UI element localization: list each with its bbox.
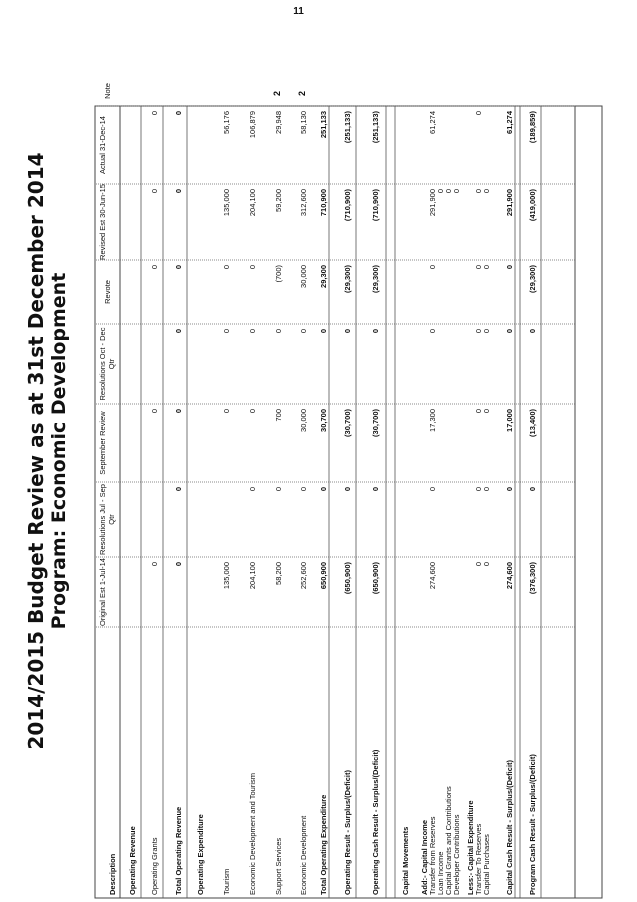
row-value-6: (189,859)	[528, 111, 537, 144]
row-label: Total Operating Expenditure	[319, 794, 328, 895]
row-value-0: 0	[174, 562, 183, 567]
row-value-2: 0	[150, 409, 159, 414]
row-value-5: 0	[444, 189, 453, 194]
row-label: Economic Development	[299, 815, 308, 895]
row-value-6: 0	[474, 111, 483, 116]
table-row-op-exp-head	[196, 0, 206, 902]
table-row-cap-mov	[401, 0, 411, 902]
row-value-6: 56,176	[222, 111, 231, 134]
row-label: Support Services	[274, 837, 283, 895]
table-row-prog-cash	[528, 0, 538, 902]
row-note: 2	[297, 90, 307, 96]
header-description: Description	[108, 853, 117, 895]
row-value-1: 0	[505, 487, 514, 492]
row-value-3: 0	[319, 329, 328, 334]
table-row-total-op-exp	[319, 0, 329, 902]
row-label: Total Operating Revenue	[174, 806, 183, 895]
row-value-5: 59,200	[274, 189, 283, 212]
row-value-5: 0	[150, 189, 159, 194]
row-value-2: 0	[222, 409, 231, 414]
row-value-4: 0	[505, 265, 514, 270]
row-value-5: (710,900)	[371, 189, 380, 222]
row-label: Capital Grants and Contributions	[444, 786, 453, 895]
table-header	[96, 0, 120, 902]
table-row-op-result	[343, 0, 353, 902]
row-value-6: 0	[174, 111, 183, 116]
row-value-2: 17,300	[428, 409, 437, 432]
row-value-3: 0	[248, 329, 257, 334]
row-value-5: 135,000	[222, 189, 231, 217]
row-value-2: 0	[174, 409, 183, 414]
table-row-edt	[248, 0, 258, 902]
row-value-3: 0	[222, 329, 231, 334]
row-value-3: 0	[528, 329, 537, 334]
row-value-0: (376,300)	[528, 562, 537, 595]
row-value-2: 30,700	[319, 409, 328, 432]
row-value-0: 274,600	[505, 562, 514, 590]
row-value-0: 252,600	[299, 562, 308, 590]
table-row-op-rev-head	[128, 0, 138, 902]
row-value-4: (29,300)	[343, 265, 352, 293]
row-value-4: 0	[174, 265, 183, 270]
row-label: Less:- Capital Expenditure	[466, 800, 475, 895]
row-value-1: 0	[428, 487, 437, 492]
table-row-tourism	[222, 0, 232, 902]
row-value-0: 204,100	[248, 562, 257, 590]
row-value-4: (29,300)	[528, 265, 537, 293]
row-value-4: 29,300	[319, 265, 328, 288]
row-value-1: 0	[482, 487, 491, 492]
header-revote: Revote	[103, 280, 112, 304]
row-note: 2	[272, 90, 282, 96]
row-value-4: 30,000	[299, 265, 308, 288]
table-row-dev-contrib	[452, 0, 462, 902]
row-value-5: 291,900	[505, 189, 514, 217]
row-value-5: 0	[436, 189, 445, 194]
row-value-4: 0	[474, 265, 483, 270]
row-label: Operating Cash Result - Surplus/(Deficit)	[371, 749, 380, 895]
row-value-6: 29,948	[274, 111, 283, 134]
row-value-5: (419,000)	[528, 189, 537, 222]
row-value-0: 135,000	[222, 562, 231, 590]
row-value-4: 0	[248, 265, 257, 270]
row-value-5: (710,900)	[343, 189, 352, 222]
row-value-2: 0	[248, 409, 257, 414]
row-value-5: 291,900	[428, 189, 437, 217]
row-value-1: 0	[174, 487, 183, 492]
row-value-2: (30,700)	[343, 409, 352, 437]
row-value-4: 0	[222, 265, 231, 270]
row-value-5: 0	[474, 189, 483, 194]
row-value-3: 0	[482, 329, 491, 334]
row-value-5: 204,100	[248, 189, 257, 217]
row-label: Add:- Capital Income	[420, 819, 429, 895]
row-label: Economic Development and Tourism	[248, 772, 257, 895]
row-value-5: 0	[174, 189, 183, 194]
row-value-3: 0	[474, 329, 483, 334]
row-value-1: 0	[343, 487, 352, 492]
row-value-0: 274,600	[428, 562, 437, 590]
row-value-4: 0	[150, 265, 159, 270]
row-value-3: 0	[299, 329, 308, 334]
row-label: Loan Income	[436, 851, 445, 895]
row-label: Capital Purchases	[482, 834, 491, 895]
row-value-2: 700	[274, 409, 283, 422]
row-value-1: 0	[528, 487, 537, 492]
row-value-0: 0	[482, 562, 491, 567]
row-value-3: 0	[505, 329, 514, 334]
row-value-0: 0	[150, 562, 159, 567]
row-value-5: 710,900	[319, 189, 328, 217]
row-value-4: 0	[428, 265, 437, 270]
row-value-1: 0	[371, 487, 380, 492]
row-value-3: 0	[343, 329, 352, 334]
row-value-1: 0	[274, 487, 283, 492]
row-value-6: 251,133	[319, 111, 328, 139]
header-original-estimate: Original Est 1-Jul-14	[98, 558, 107, 626]
row-value-6: 58,130	[299, 111, 308, 134]
header-resolutions-jul-sep: Resolutions Jul - Sep Qtr	[98, 484, 116, 555]
row-value-0: 650,900	[319, 562, 328, 590]
row-value-0: (650,900)	[343, 562, 352, 595]
row-value-3: 0	[174, 329, 183, 334]
row-value-4: 0	[482, 265, 491, 270]
row-value-3: 0	[371, 329, 380, 334]
row-value-2: (13,400)	[528, 409, 537, 437]
row-label: Operating Revenue	[128, 826, 137, 895]
row-label: Program Cash Result - Surplus/(Deficit)	[528, 754, 537, 895]
row-label: Transfer To Reserves	[474, 823, 483, 895]
row-label: Transfer from Reserves	[428, 816, 437, 895]
row-label: Operating Grants	[150, 837, 159, 895]
row-value-3: 0	[274, 329, 283, 334]
row-value-1: 0	[474, 487, 483, 492]
row-value-5: 312,600	[299, 189, 308, 217]
row-value-2: 30,000	[299, 409, 308, 432]
table-row-econdev	[299, 0, 309, 902]
row-label: Developer Contributions	[452, 814, 461, 895]
row-value-6: 106,879	[248, 111, 257, 139]
table-row-total-op-rev	[174, 0, 184, 902]
row-value-6: 61,274	[505, 111, 514, 134]
row-label: Capital Cash Result - Surplus/(Deficit)	[505, 759, 514, 895]
page-title: 2014/2015 Budget Review as at 31st December 2014	[24, 152, 48, 750]
row-value-4: (29,300)	[371, 265, 380, 293]
row-value-1: 0	[248, 487, 257, 492]
row-value-2: (30,700)	[371, 409, 380, 437]
table-row-cap-purch	[482, 0, 492, 902]
row-value-3: 0	[428, 329, 437, 334]
row-label: Operating Expenditure	[196, 814, 205, 895]
page-subtitle: Program: Economic Development	[48, 272, 70, 630]
row-value-0: 0	[474, 562, 483, 567]
row-value-1: 0	[319, 487, 328, 492]
row-label: Capital Movements	[401, 826, 410, 895]
table-row-cap-cash	[505, 0, 515, 902]
page-number: 11	[293, 6, 304, 18]
row-value-5: 0	[452, 189, 461, 194]
row-value-2: 17,000	[505, 409, 514, 432]
header-revised-estimate: Revised Est 30-Jun-15	[98, 184, 107, 260]
row-value-6: (251,133)	[343, 111, 352, 144]
row-value-6: 0	[150, 111, 159, 116]
table-row-op-grants	[150, 0, 160, 902]
row-value-2: 0	[474, 409, 483, 414]
row-label: Tourism	[222, 868, 231, 895]
row-value-1: 0	[299, 487, 308, 492]
row-value-6: 61,274	[428, 111, 437, 134]
header-september-review: September Review	[98, 411, 107, 475]
row-value-0: (650,900)	[371, 562, 380, 595]
table-row-op-cash	[371, 0, 381, 902]
header-resolutions-oct-dec: Resolutions Oct - Dec Qtr	[98, 327, 116, 401]
header-note: Note	[103, 83, 112, 99]
row-label: Operating Result - Surplus/(Deficit)	[343, 769, 352, 895]
row-value-4: (700)	[274, 265, 283, 283]
header-actual: Actual 31-Dec-14	[98, 116, 107, 174]
row-value-2: 0	[482, 409, 491, 414]
row-value-6: (251,133)	[371, 111, 380, 144]
table-row-support	[274, 0, 284, 902]
row-value-0: 58,200	[274, 562, 283, 585]
row-value-5: 0	[482, 189, 491, 194]
